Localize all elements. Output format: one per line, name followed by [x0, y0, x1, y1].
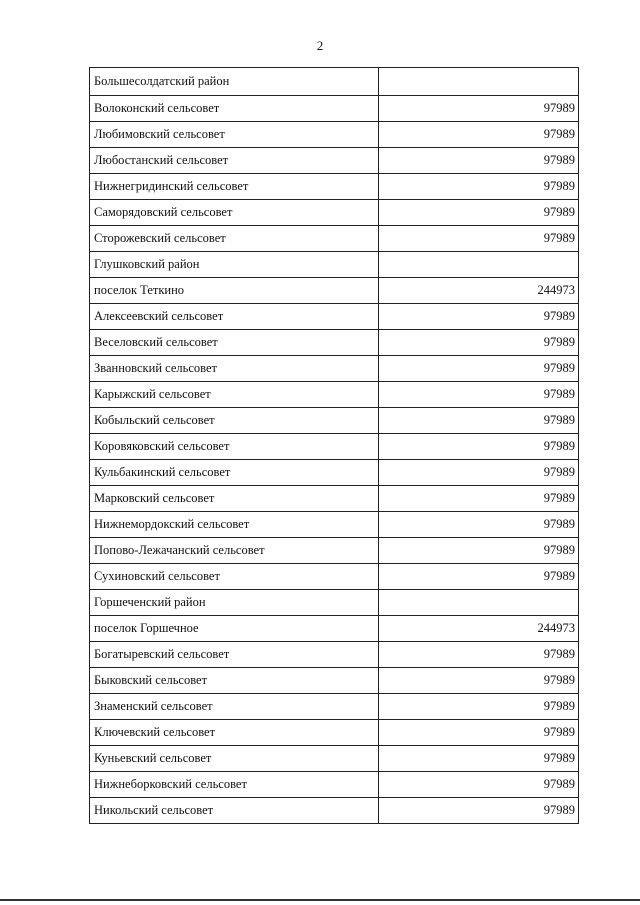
table-row: [90, 746, 579, 772]
municipality-name-cell: Званновский сельсовет: [90, 356, 379, 382]
table-row: [90, 330, 579, 356]
municipality-name-cell: Попово-Лежачанский сельсовет: [90, 538, 379, 564]
municipality-name-cell: Сухиновский сельсовет: [90, 564, 379, 590]
municipality-name-cell: Знаменский сельсовет: [90, 694, 379, 720]
amount-cell: 244973: [379, 616, 579, 642]
municipality-name-cell: Нижнемордокский сельсовет: [90, 512, 379, 538]
table-row: [90, 408, 579, 434]
page-number: 2: [316, 38, 324, 53]
municipality-name-cell: Кобыльский сельсовет: [90, 408, 379, 434]
amount-cell: 97989: [379, 486, 579, 512]
table-row: [90, 486, 579, 512]
table-row: [90, 68, 579, 96]
table-row: [90, 798, 579, 824]
municipality-name-cell: Нижнегридинский сельсовет: [90, 174, 379, 200]
amount-cell: 97989: [379, 512, 579, 538]
municipality-name-cell: Богатыревский сельсовет: [90, 642, 379, 668]
municipality-name-cell: Нижнеборковский сельсовет: [90, 772, 379, 798]
amount-cell: 244973: [379, 278, 579, 304]
municipality-name-cell: Марковский сельсовет: [90, 486, 379, 512]
table-row: [90, 512, 579, 538]
municipality-name-cell: Ключевский сельсовет: [90, 720, 379, 746]
table-row: [90, 720, 579, 746]
allocation-table: [89, 67, 579, 824]
table-row: [90, 434, 579, 460]
table-row: [90, 382, 579, 408]
amount-cell: 97989: [379, 122, 579, 148]
table-row: [90, 148, 579, 174]
amount-cell: 97989: [379, 746, 579, 772]
amount-cell: 97989: [379, 330, 579, 356]
table-row: [90, 772, 579, 798]
amount-cell: [379, 590, 579, 616]
municipality-name-cell: Любимовский сельсовет: [90, 122, 379, 148]
amount-cell: 97989: [379, 434, 579, 460]
amount-cell: 97989: [379, 382, 579, 408]
amount-cell: 97989: [379, 694, 579, 720]
amount-cell: [379, 68, 579, 96]
table-row: [90, 96, 579, 122]
municipality-name-cell: Никольский сельсовет: [90, 798, 379, 824]
amount-cell: 97989: [379, 226, 579, 252]
municipality-name-cell: Коровяковский сельсовет: [90, 434, 379, 460]
municipality-name-cell: Куньевский сельсовет: [90, 746, 379, 772]
amount-cell: 97989: [379, 96, 579, 122]
municipality-name-cell: Сторожевский сельсовет: [90, 226, 379, 252]
municipality-name-cell: Карыжский сельсовет: [90, 382, 379, 408]
table-row: [90, 564, 579, 590]
amount-cell: 97989: [379, 148, 579, 174]
table-row: [90, 356, 579, 382]
amount-cell: [379, 252, 579, 278]
table-row: [90, 460, 579, 486]
amount-cell: 97989: [379, 304, 579, 330]
amount-cell: 97989: [379, 720, 579, 746]
table-row: [90, 174, 579, 200]
municipality-name-cell: Большесолдатский район: [90, 68, 379, 96]
table-row: [90, 252, 579, 278]
municipality-name-cell: Любостанский сельсовет: [90, 148, 379, 174]
table-row: [90, 226, 579, 252]
table-row: [90, 122, 579, 148]
municipality-name-cell: поселок Горшечное: [90, 616, 379, 642]
table-row: [90, 200, 579, 226]
table-row: [90, 278, 579, 304]
table-row: [90, 538, 579, 564]
municipality-name-cell: Волоконский сельсовет: [90, 96, 379, 122]
table-row: [90, 668, 579, 694]
table-body: [90, 68, 579, 824]
municipality-name-cell: поселок Теткино: [90, 278, 379, 304]
municipality-name-cell: Алексеевский сельсовет: [90, 304, 379, 330]
amount-cell: 97989: [379, 668, 579, 694]
municipality-name-cell: Кульбакинский сельсовет: [90, 460, 379, 486]
municipality-name-cell: Горшеченский район: [90, 590, 379, 616]
table-row: [90, 304, 579, 330]
amount-cell: 97989: [379, 460, 579, 486]
amount-cell: 97989: [379, 200, 579, 226]
amount-cell: 97989: [379, 564, 579, 590]
municipality-name-cell: Глушковский район: [90, 252, 379, 278]
page-bottom-border: [0, 899, 640, 901]
table-row: [90, 642, 579, 668]
municipality-name-cell: Быковский сельсовет: [90, 668, 379, 694]
table-row: [90, 616, 579, 642]
amount-cell: 97989: [379, 356, 579, 382]
table-row: [90, 694, 579, 720]
amount-cell: 97989: [379, 408, 579, 434]
amount-cell: 97989: [379, 538, 579, 564]
municipality-name-cell: Веселовский сельсовет: [90, 330, 379, 356]
amount-cell: 97989: [379, 174, 579, 200]
amount-cell: 97989: [379, 642, 579, 668]
table-row: [90, 590, 579, 616]
amount-cell: 97989: [379, 772, 579, 798]
municipality-name-cell: Саморядовский сельсовет: [90, 200, 379, 226]
amount-cell: 97989: [379, 798, 579, 824]
